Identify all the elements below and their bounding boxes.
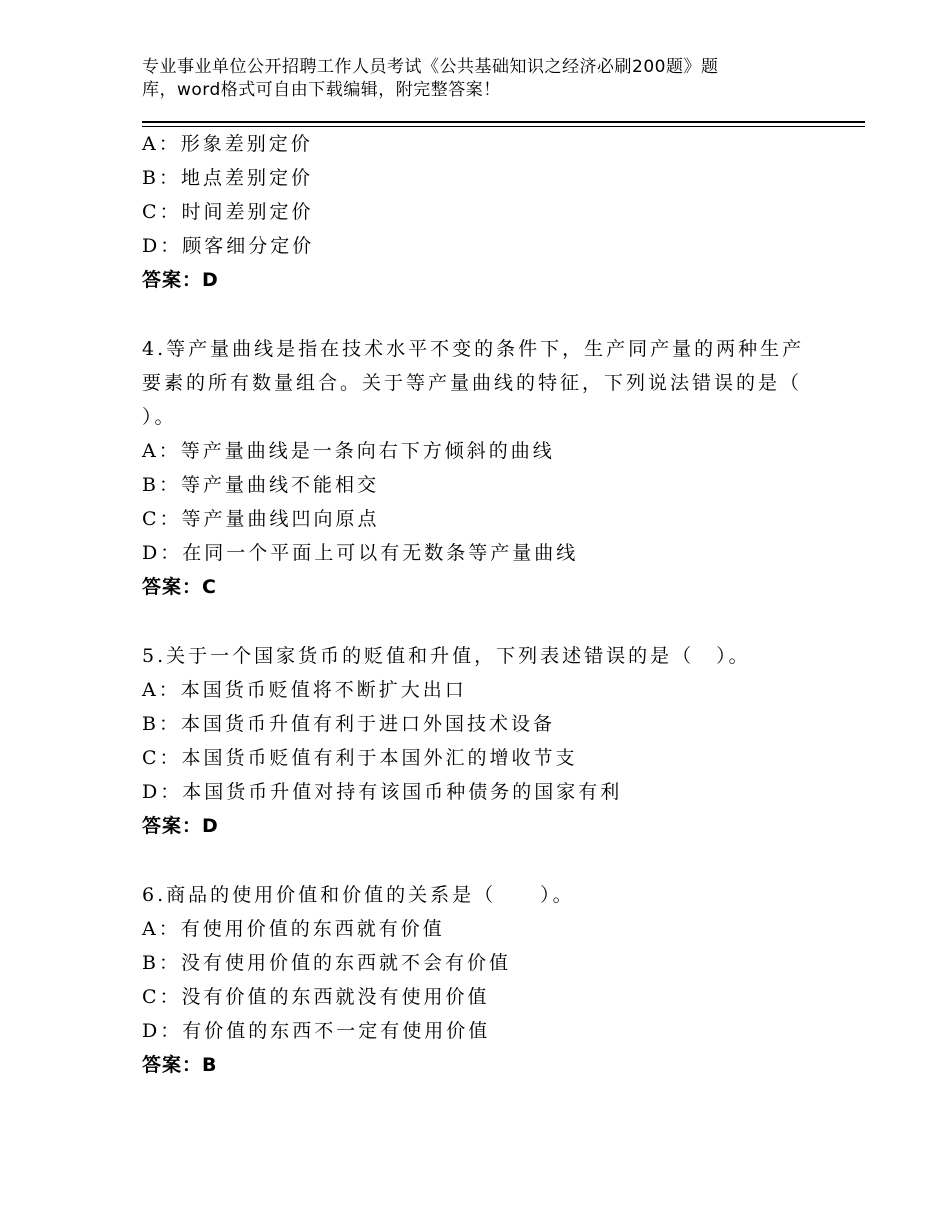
question-stem-line: 5.关于一个国家货币的贬值和升值，下列表述错误的是（ ）。 — [142, 645, 751, 667]
question-6 — [142, 878, 842, 1082]
question-list — [142, 127, 842, 1082]
option-d: D：本国货币升值对持有该国币种债务的国家有利 — [142, 781, 623, 803]
question-stem-line: ）。 — [142, 406, 177, 428]
document-header — [142, 56, 782, 102]
option-b: B：本国货币升值有利于进口外国技术设备 — [142, 713, 555, 735]
header-title-line-2: 库，word格式可自由下载编辑，附完整答案！ — [142, 80, 501, 100]
question-stem-line: 要素的所有数量组合。关于等产量曲线的特征，下列说法错误的是（ — [142, 372, 803, 394]
answer: 答案：C — [142, 576, 217, 598]
question-3-continued — [142, 127, 842, 297]
question-4 — [142, 332, 842, 604]
option-b: B：等产量曲线不能相交 — [142, 474, 379, 496]
option-a: A：等产量曲线是一条向右下方倾斜的曲线 — [142, 440, 555, 462]
question-5 — [142, 639, 842, 843]
answer: 答案：D — [142, 815, 219, 837]
option-a: A：形象差别定价 — [142, 133, 313, 155]
option-a: A：有使用价值的东西就有价值 — [142, 918, 445, 940]
option-a: A：本国货币贬值将不断扩大出口 — [142, 679, 467, 701]
option-c: C：没有价值的东西就没有使用价值 — [142, 986, 490, 1008]
option-c: C：时间差别定价 — [142, 201, 314, 223]
question-stem-line: 4.等产量曲线是指在技术水平不变的条件下，生产同产量的两种生产 — [142, 338, 805, 360]
option-d: D：在同一个平面上可以有无数条等产量曲线 — [142, 542, 579, 564]
answer: 答案：D — [142, 269, 219, 291]
option-c: C：本国货币贬值有利于本国外汇的增收节支 — [142, 747, 578, 769]
option-d: D：有价值的东西不一定有使用价值 — [142, 1020, 491, 1042]
header-rule-thick — [142, 121, 865, 123]
header-title-line-1: 专业事业单位公开招聘工作人员考试《公共基础知识之经济必刷200题》题 — [142, 57, 719, 77]
answer: 答案：B — [142, 1054, 218, 1076]
question-stem-line: 6.商品的使用价值和价值的关系是（ ）。 — [142, 884, 575, 906]
option-b: B：地点差别定价 — [142, 167, 313, 189]
option-b: B：没有使用价值的东西就不会有价值 — [142, 952, 511, 974]
option-d: D：顾客细分定价 — [142, 235, 315, 257]
option-c: C：等产量曲线凹向原点 — [142, 508, 380, 530]
